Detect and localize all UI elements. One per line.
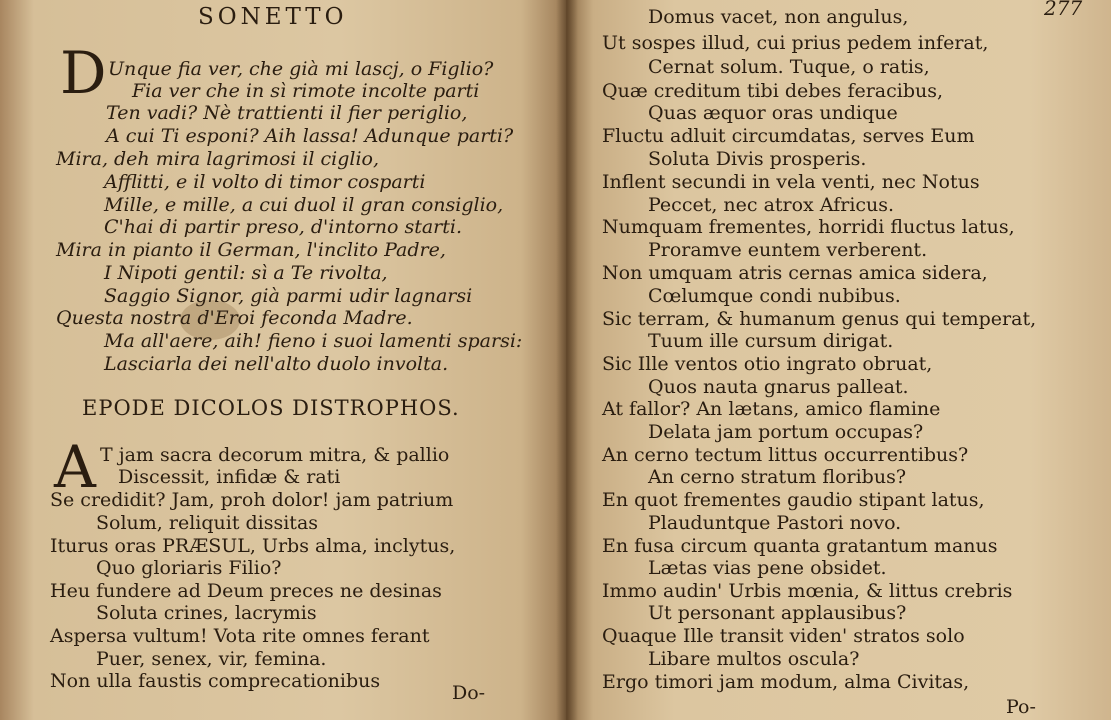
right-line-19: Delata jam portum occupas? bbox=[648, 421, 924, 443]
sonnet-line-10: I Nipoti gentil: sì a Te rivolta, bbox=[104, 262, 388, 284]
right-line-3: Cernat solum. Tuque, o ratis, bbox=[648, 56, 930, 78]
sonnet-line-9: Mira in pianto il German, l'inclito Padre, bbox=[56, 239, 446, 261]
right-line-28: Quaque Ille transit viden' stratos solo bbox=[602, 625, 965, 647]
right-line-10: Numquam frementes, horridi fluctus latus, bbox=[602, 216, 1015, 238]
epode-line-1: T jam sacra decorum mitra, & pallio bbox=[100, 444, 450, 466]
right-line-16: Sic Ille ventos otio ingrato obruat, bbox=[602, 353, 933, 375]
right-line-29: Libare multos oscula? bbox=[648, 648, 860, 670]
sonnet-line-12: Questa nostra d'Eroi feconda Madre. bbox=[56, 307, 413, 329]
sonnet-line-1: Unque fia ver, che già mi lascj, o Figlio? bbox=[108, 58, 494, 80]
right-line-1: Domus vacet, non angulus, bbox=[648, 6, 909, 28]
right-line-9: Peccet, nec atrox Africus. bbox=[648, 194, 895, 216]
epode-line-5: Iturus oras PRÆSUL, Urbs alma, inclytus, bbox=[50, 535, 456, 557]
epode-line-3: Se credidit? Jam, proh dolor! jam patrium bbox=[50, 489, 454, 511]
sonnet-line-14: Lasciarla dei nell'alto duolo involta. bbox=[104, 353, 449, 375]
epode-line-2: Discessit, infidæ & rati bbox=[118, 466, 341, 488]
epode-line-7: Heu fundere ad Deum preces ne desinas bbox=[50, 580, 442, 602]
right-line-11: Proramve euntem verberent. bbox=[648, 239, 928, 261]
right-line-23: Plauduntque Pastori novo. bbox=[648, 512, 902, 534]
epode-line-9: Aspersa vultum! Vota rite omnes ferant bbox=[50, 625, 430, 647]
sonnet-line-5: Mira, deh mira lagrimosi il ciglio, bbox=[56, 148, 379, 170]
right-line-8: Inflent secundi in vela venti, nec Notus bbox=[602, 171, 980, 193]
right-line-21: An cerno stratum floribus? bbox=[648, 466, 907, 488]
right-line-20: An cerno tectum littus occurrentibus? bbox=[602, 444, 969, 466]
sonnet-line-11: Saggio Signor, già parmi udir lagnarsi bbox=[104, 285, 473, 307]
sonnet-line-7: Mille, e mille, a cui duol il gran consiglio, bbox=[104, 194, 504, 216]
right-line-22: En quot frementes gaudio stipant latus, bbox=[602, 489, 985, 511]
epode-line-6: Quo gloriaris Filio? bbox=[96, 557, 282, 579]
right-line-4: Quæ creditum tibi debes feracibus, bbox=[602, 80, 944, 102]
right-line-18: At fallor? An lætans, amico flamine bbox=[602, 398, 941, 420]
sonnet-title: SONETTO bbox=[198, 4, 348, 30]
epode-line-10: Puer, senex, vir, femina. bbox=[96, 648, 327, 670]
right-line-27: Ut personant applausibus? bbox=[648, 602, 907, 624]
sonnet-line-6: Afflitti, e il volto di timor cosparti bbox=[104, 171, 426, 193]
right-line-24: En fusa circum quanta gratantum manus bbox=[602, 535, 998, 557]
right-line-6: Fluctu adluit circumdatas, serves Eum bbox=[602, 125, 975, 147]
right-page bbox=[566, 0, 1111, 720]
epode-line-4: Solum, reliquit dissitas bbox=[96, 512, 319, 534]
sonnet-dropcap: D bbox=[60, 39, 107, 107]
sonnet-line-8: C'hai di partir preso, d'intorno starti. bbox=[104, 216, 463, 238]
right-line-25: Lætas vias pene obsidet. bbox=[648, 557, 887, 579]
epode-line-8: Soluta crines, lacrymis bbox=[96, 602, 317, 624]
right-line-15: Tuum ille cursum dirigat. bbox=[648, 330, 894, 352]
sonnet-line-13: Ma all'aere, aih! fieno i suoi lamenti sparsi: bbox=[104, 330, 523, 352]
book-gutter bbox=[556, 0, 578, 720]
epode-dropcap: A bbox=[54, 433, 96, 501]
right-line-2: Ut sospes illud, cui prius pedem inferat, bbox=[602, 32, 989, 54]
epode-line-11: Non ulla faustis comprecationibus bbox=[50, 670, 381, 692]
epode-title: EPODE DICOLOS DISTROPHOS. bbox=[82, 396, 460, 420]
right-line-5: Quas æquor oras undique bbox=[648, 102, 898, 124]
left-catchword: Do- bbox=[452, 682, 486, 704]
right-line-7: Soluta Divis prosperis. bbox=[648, 148, 867, 170]
page-number: 277 bbox=[1044, 0, 1083, 20]
right-line-14: Sic terram, & humanum genus qui temperat, bbox=[602, 308, 1037, 330]
sonnet-line-3: Ten vadi? Nè trattienti il fier periglio, bbox=[106, 102, 468, 124]
right-line-13: Cœlumque condi nubibus. bbox=[648, 285, 901, 307]
right-catchword: Po- bbox=[1006, 696, 1036, 718]
right-line-30: Ergo timori jam modum, alma Civitas, bbox=[602, 671, 970, 693]
right-line-26: Immo audin' Urbis mœnia, & littus crebris bbox=[602, 580, 1013, 602]
right-line-17: Quos nauta gnarus palleat. bbox=[648, 376, 909, 398]
sonnet-line-4: A cui Ti esponi? Aih lassa! Adunque parti? bbox=[106, 125, 514, 147]
right-line-12: Non umquam atris cernas amica sidera, bbox=[602, 262, 988, 284]
sonnet-line-2: Fia ver che in sì rimote incolte parti bbox=[132, 80, 480, 102]
